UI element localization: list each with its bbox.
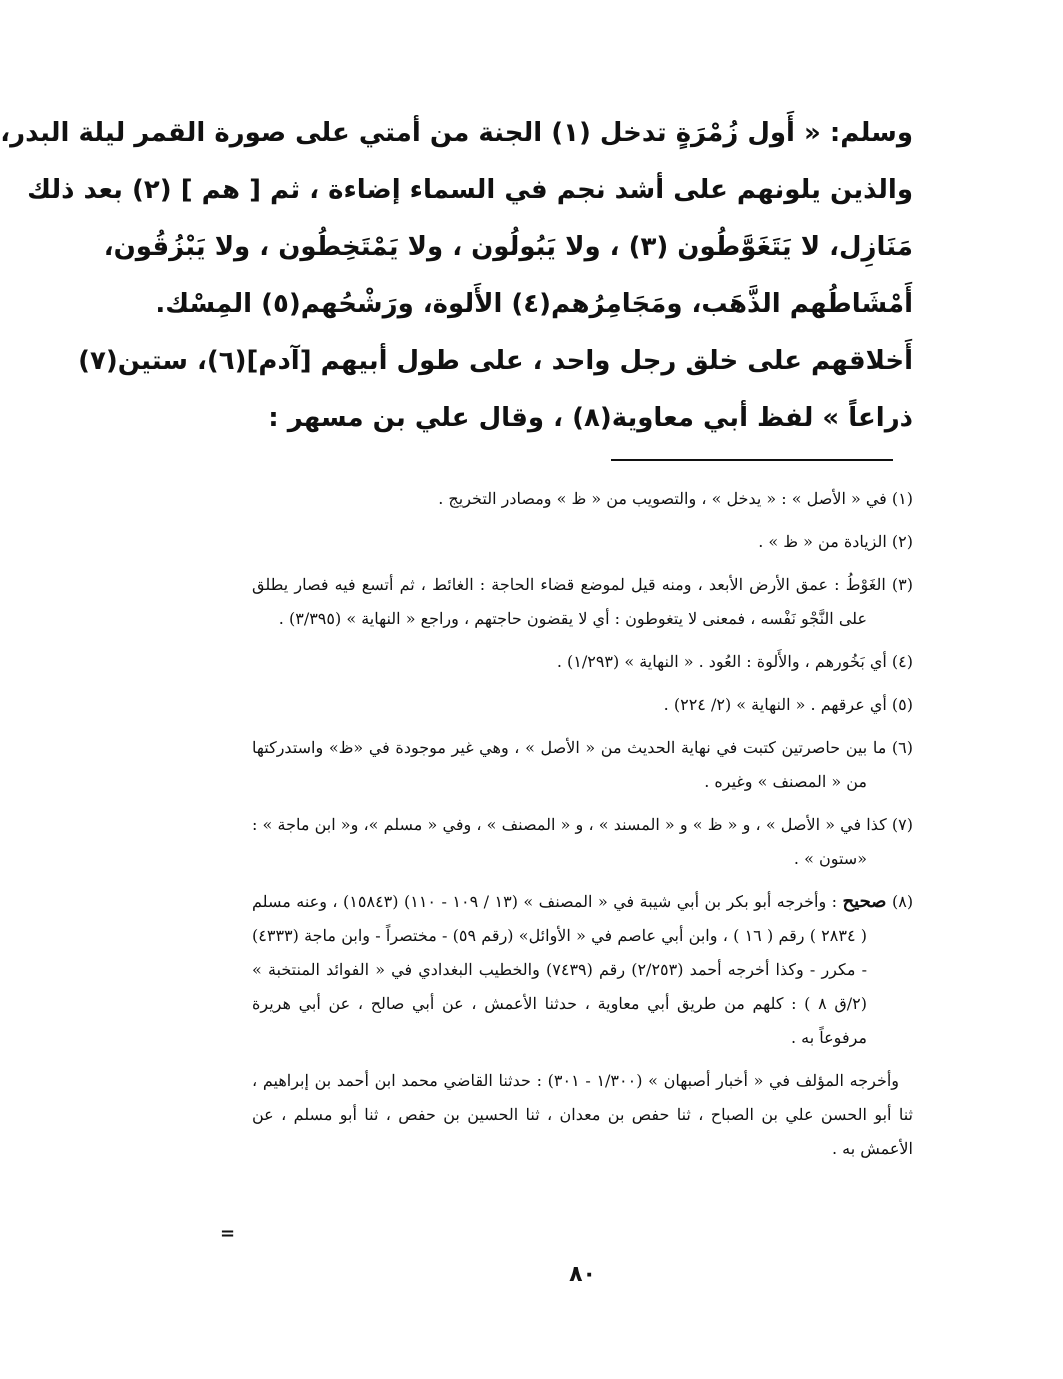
page-number: ٨٠ xyxy=(569,1262,596,1287)
footnote-2: (٢) الزيادة من « ظ » . xyxy=(758,532,913,551)
hadith-line: أَخلاقهم على خلق رجل واحد ، على طول أبيهم [آدم](٦)، ستين(٧) xyxy=(78,346,913,376)
continuation-mark: = xyxy=(220,1223,236,1244)
footnote-8-number: (٨) xyxy=(891,892,914,911)
hadith-line: ذراعاً » لفظ أبي معاوية(٨) ، وقال علي بن مسهر : xyxy=(268,403,913,433)
hadith-line: والذين يلونهم على أشد نجم في السماء إضاءة ، ثم [ هم ] (٢) بعد ذلك xyxy=(27,175,913,205)
hadith-line: وسلم: « أَول زُمْرَةٍ تدخل (١) الجنة من أمتي على صورة القمر ليلة البدر، xyxy=(0,118,913,148)
footnote-7: (٧) كذا في « الأصل » ، و « ظ » و « المسند » ، و « المصنف » ، وفي « مسلم »، و« ابن ماجة » : «ستون » . xyxy=(252,815,913,868)
footnote-6: (٦) ما بين حاصرتين كتبت في نهاية الحديث من « الأصل » ، وهي غير موجودة في «ظ» واستدركتها من « المصنف » وغيره . xyxy=(252,738,913,791)
footnote-4: (٤) أي بَخُورهم ، والأَلوة : العُود . « النهاية » (١/٢٩٣) . xyxy=(556,652,913,671)
footnote-8-text: : وأخرجه أبو بكر بن أبي شيبة في « المصنف » (١٣ / ١٠٩ - ١١٠) (١٥٨٤٣) ، وعنه مسلم ( ٢٨٣٤ ) رقم ( ١٦ ) ، وابن أبي عاصم في « الأوائل» (رقم ٥٩) - مختصراً - وابن ماجة (٤٣٣٣) - مكرر - وكذا أخرجه أحمد (٢/٢٥٣) رقم (٧٤٣٩) والخطيب البغدادي في « الفوائد المنتخبة » (٢/ق ٨ ) : كلهم من طريق أبي معاوية ، حدثنا الأعمش ، عن أبي صالح ، عن أبي هريرة مرفوعاً به . xyxy=(252,892,868,1047)
footnote-8 xyxy=(252,885,913,1055)
hadith-text-block xyxy=(0,118,913,460)
footnote-1: (١) في « الأصل » : « يدخل » ، والتصويب من « ظ » ومصادر التخريج . xyxy=(438,489,913,508)
footnote-separator xyxy=(611,459,893,461)
footnote-8-continuation: وأخرجه المؤلف في « أخبار أصبهان » (١/٣٠٠ - ٣٠١) : حدثنا القاضي محمد ابن أحمد بن إبراهيم ، ثنا أبو الحسن علي بن الصباح ، ثنا حفص بن معدان ، ثنا الحسين بن حفص ، ثنا أبو مسلم ، عن الأعمش به . xyxy=(252,1071,913,1158)
footnote-5: (٥) أي عرقهم . « النهاية » (٢/ ٢٢٤) . xyxy=(663,695,913,714)
footnote-3: (٣) الغَوْطُ : عمق الأرض الأبعد ، ومنه قيل لموضع قضاء الحاجة : الغائط ، ثم أتسع فيه فصار يطلق على النَّجْو نَفْسه ، فمعنى لا يتغوطون : أي لا يقضون حاجتهم ، وراجع « النهاية » (٣/٣٩٥) . xyxy=(252,575,913,628)
footnotes-block xyxy=(252,482,913,1172)
footnote-8-grade: صحيح xyxy=(842,891,887,912)
hadith-line: أَمْشَاطُهم الذَّهَب، ومَجَامِرُهم(٤) الأَلوة، ورَشْحُهم(٥) المِسْك. xyxy=(155,289,913,319)
hadith-line: مَنَازِل، لا يَتَغَوَّطُون (٣) ، ولا يَبُولُون ، ولا يَمْتَخِطُون ، ولا يَبْزُقُون، xyxy=(103,232,913,262)
